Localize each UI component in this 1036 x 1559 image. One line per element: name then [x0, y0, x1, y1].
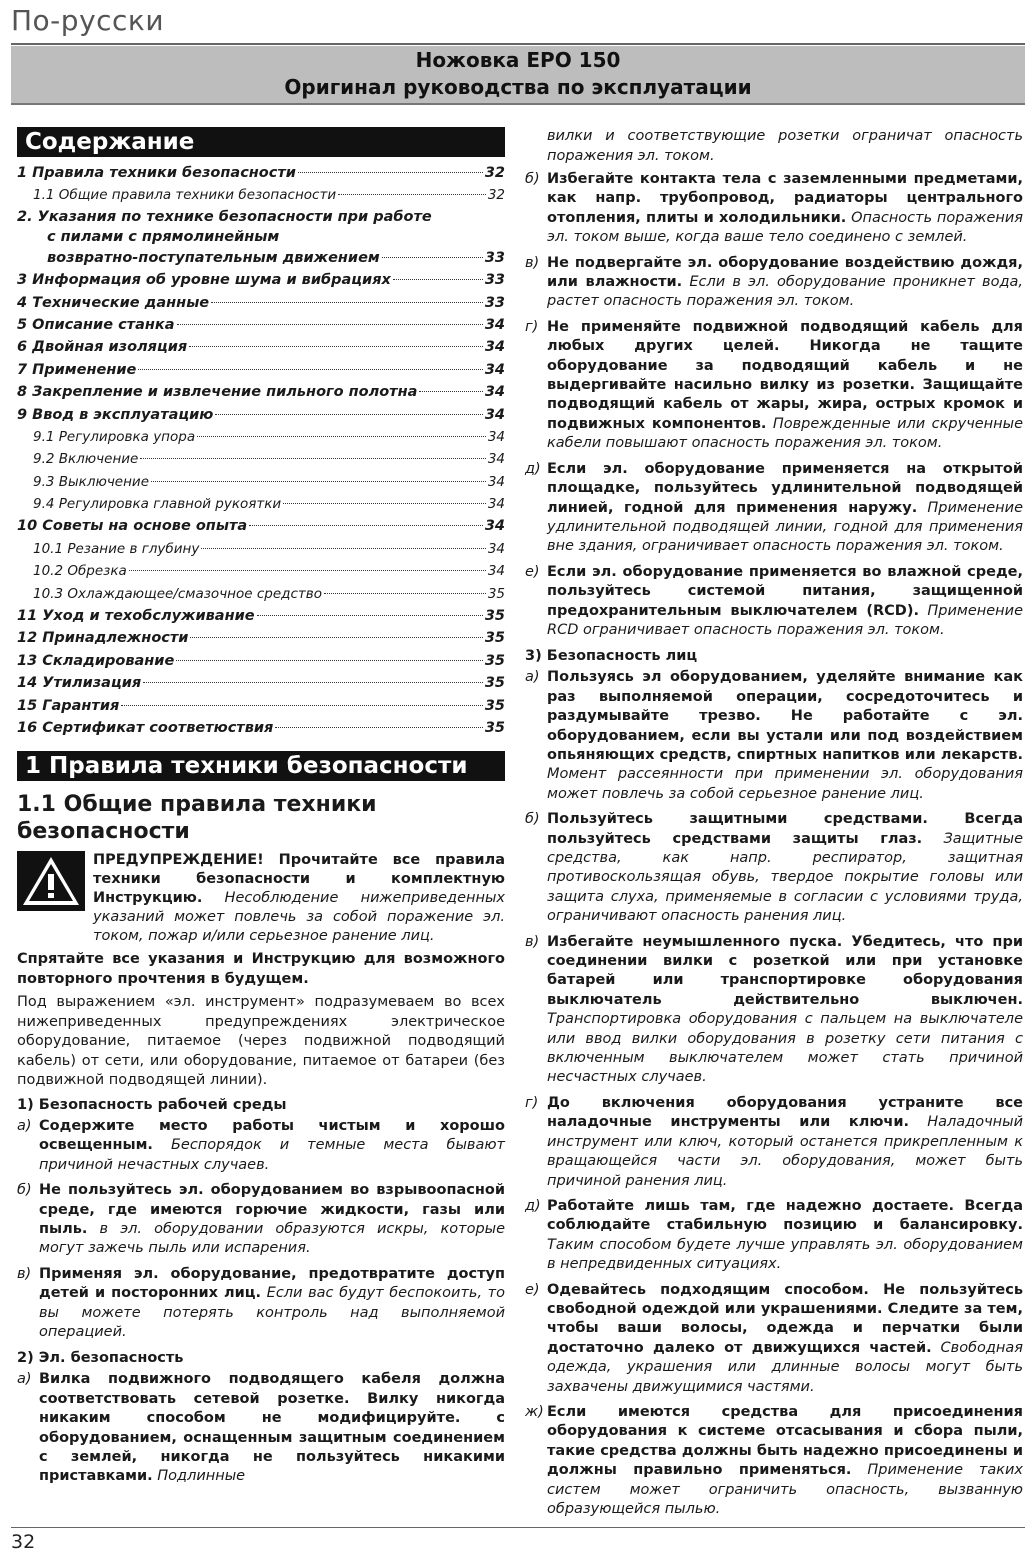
toc-entry[interactable]: 6 Двойная изоляция 34	[17, 339, 505, 356]
toc-entry[interactable]: 7 Применение 34	[17, 361, 505, 378]
page-number: 32	[11, 1531, 36, 1553]
list-item: г) Не применяйте подвижной подводящий кабель для любых других целей. Никогда не тащите оборудование за подводящий кабель и не выдергивайте насильно вилку из розетки. Защищайте подводящий кабель от жары, жира, острых кромок и подвижных компонентов. Поврежденные или скрученные кабели повышают опасность поражения эл. током.	[525, 318, 1024, 452]
list-item: б) Не пользуйтесь эл. оборудованием во взрывоопасной среде, где имеются горючие жидкости, газы или пыль. в эл. оборудовании образуются искры, которые могут зажечь пыль или испарения.	[17, 1182, 506, 1257]
right-column	[525, 127, 1023, 1525]
toc-entry[interactable]: 3 Информация об уровне шума и вибрациях 33	[17, 272, 505, 289]
toc-entry[interactable]: 11 Уход и техобслуживание 35	[17, 608, 505, 625]
toc-entry[interactable]: 5 Описание станка 34	[17, 316, 505, 333]
document-subtitle: Оригинал руководства по эксплуатации	[284, 75, 752, 99]
list-item: д) Если эл. оборудование применяется на открытой площадке, пользуйтесь удлинительной подводящей линией, годной для применения наружу. Применение удлинительной подводящей линии, годной для применения вне здания, ограничивает опасность поражения эл. током.	[525, 460, 1023, 555]
toc-entry[interactable]: 10.1 Резание в глубину 34	[33, 540, 505, 557]
document-title-box	[11, 46, 1025, 105]
list-item: а) Пользуясь эл оборудованием, уделяйте внимание как раз выполняемой операции, сосредоточитесь и раздумывайте трезво. Не работайте с эл. оборудованием, если вы устали или под воздействием опьяняющих средств, спиртных напитков или лекарств. Момент рассеянности при применении эл. оборудования может повлечь за собой серьезное ранение лиц.	[525, 669, 1023, 802]
list-item: б) Избегайте контакта тела с заземленными предметами, как напр. трубопровод, радиаторы центрального отопления, плиты и холодильники. Опасность поражения эл. током выше, когда ваше тело соединено с землей.	[525, 171, 1023, 246]
language-label: По-русски	[11, 4, 165, 37]
warning-block	[17, 851, 505, 946]
toc-entry[interactable]: 13 Складирование 35	[17, 652, 505, 669]
toc-entry[interactable]: 2. Указания по технике безопасности при работе с пилами с прямолинейным возвратно-поступательным движением 33	[17, 208, 505, 266]
toc-entry[interactable]: 8 Закрепление и извлечение пильного полотна 34	[17, 384, 505, 401]
table-of-contents	[17, 162, 505, 739]
personal-safety-title: 3) Безопасность лиц	[525, 648, 698, 665]
toc-entry[interactable]: 1.1 Общие правила техники безопасности 32	[33, 187, 505, 204]
toc-entry[interactable]: 9.2 Включение 34	[33, 451, 505, 468]
list-item: е) Если эл. оборудование применяется во влажной среде, пользуйтесь системой питания, защищенной предохранительным выключателем (RCD). Применение RCD ограничивает опасность поражения эл. током.	[525, 563, 1023, 638]
toc-entry[interactable]: 10 Советы на основе опыта 34	[17, 518, 505, 535]
toc-entry[interactable]: 16 Сертификат соответюствия 35	[17, 719, 505, 736]
electrical-safety-title: 2) Эл. безопасность	[17, 1350, 184, 1367]
warning-triangle-icon	[17, 851, 85, 911]
list-item: а) Вилка подвижного подводящего кабеля должна соответствовать сетевой розетке. Вилку никогда никаким способом не модифицируйте. с оборудованием, оснащенным защитным соединением с землей, никогда не пользуйтесь никакими приставками. Подлинные	[17, 1371, 505, 1485]
toc-entry[interactable]: 9.4 Регулировка главной рукоятки 34	[33, 496, 505, 513]
left-column	[17, 127, 505, 1493]
continuation-text: вилки и соответствующие розетки ограничат опасность поражения эл. током.	[547, 128, 1023, 164]
section-heading: 1 Правила техники безопасности	[17, 751, 505, 781]
toc-heading: Содержание	[17, 127, 505, 157]
list-item: е) Одевайтесь подходящим способом. Не пользуйтесь свободной одеждой или украшениями. Следите за тем, чтобы ваши волосы, одежда и перчатки были достаточно далеко от движущихся частей. Свободная одежда, украшения или длинные волосы могут быть захвачены движущимися частями.	[525, 1281, 1023, 1395]
list-item: д) Работайте лишь там, где надежно достаете. Всегда соблюдайте стабильную позицию и балансировку. Таким способом будете лучше управлять эл. оборудованием в непредвиденных ситуациях.	[525, 1197, 1023, 1273]
footer-rule	[11, 1527, 1025, 1528]
intro-paragraph: Под выражением «эл. инструмент» подразумеваем во всех нижеприведенных предупреждениях электрическое оборудование, питаемое (через подвижной подводящий кабель) от сети, или оборудование, питаемое от батареи (без подвижной подводящей линии).	[17, 994, 505, 1089]
list-item: ж) Если имеются средства для присоединения оборудования к системе отсасывания и сбора пыли, такие средства должны быть надежно присоединены и должны правильно применяться. Применение таких систем может ограничить опасность, вызванную образующейся пылью.	[525, 1403, 1024, 1517]
toc-entry[interactable]: 9.1 Регулировка упора 34	[33, 428, 505, 445]
toc-entry[interactable]: 12 Принадлежности 35	[17, 630, 505, 647]
list-item: г) До включения оборудования устраните все наладочные инструменты или ключи. Наладочный инструмент или ключ, который останется прикрепленным к вращающейся части эл. оборудования, может быть причиной ранения лиц.	[525, 1094, 1024, 1189]
keep-instructions-note: Спрятайте все указания и Инструкцию для возможного повторного прочтения в будущем.	[17, 951, 505, 987]
toc-entry[interactable]: 10.3 Охлаждающее/смазочное средство 35	[33, 585, 505, 602]
list-item: в) Применяя эл. оборудование, предотвратите доступ детей и посторонних лиц. Если вас будут беспокоить, то вы можете потерять контроль над выполняемой операцией.	[17, 1265, 505, 1340]
subsection-heading: 1.1 Общие правила техники безопасности	[17, 792, 377, 845]
toc-entry[interactable]: 15 Гарантия 35	[17, 697, 505, 714]
toc-entry[interactable]: 14 Утилизация 35	[17, 675, 505, 692]
warning-text: ПРЕДУПРЕЖДЕНИЕ! Прочитайте все правила техники безопасности и комплектную Инструкцию. Несоблюдение нижеприведенных указаний может повлечь за собой поражение эл. током, пожар и/или серьезное ранение лиц.	[93, 852, 505, 945]
list-item: в) Избегайте неумышленного пуска. Убедитесь, что при соединении вилки с розеткой или при установке батарей или транспортировке оборудования выключатель действительно выключен. Транспортировка оборудования с пальцем на выключателе или ввод вилки оборудования в розетку сети питания с включенным выключателем может стать причиной несчастных случаев.	[525, 933, 1023, 1086]
document-title: Ножовка EPO 150	[415, 48, 621, 72]
work-area-safety-title: 1) Безопасность рабочей среды	[17, 1096, 287, 1113]
toc-entry[interactable]: 9 Ввод в эксплуатацию 34	[17, 406, 505, 423]
toc-entry[interactable]: 9.3 Выключение 34	[33, 473, 505, 490]
list-item: в) Не подвергайте эл. оборудование воздействию дождя, или влажности. Если в эл. оборудование проникнет вода, растет опасность поражения эл. током.	[525, 254, 1023, 310]
toc-entry[interactable]: 1 Правила техники безопасности 32	[17, 165, 505, 181]
toc-entry[interactable]: 10.2 Обрезка 34	[33, 563, 505, 580]
list-item: б) Пользуйтесь защитными средствами. Всегда пользуйтесь средствами защиты глаз. Защитные средства, как напр. респиратор, защитная противоскользящая обувь, твердое покрытие головы или защита слуха, применяемые в согласии с условиями труда, ограничивают опасность ранения лиц.	[525, 811, 1023, 925]
header-rule	[11, 43, 1025, 45]
toc-entry[interactable]: 4 Технические данные 33	[17, 294, 505, 311]
list-item: а) Содержите место работы чистым и хорошо освещенным. Беспорядок и темные места бывают причиной нечастных случаев.	[17, 1117, 505, 1173]
